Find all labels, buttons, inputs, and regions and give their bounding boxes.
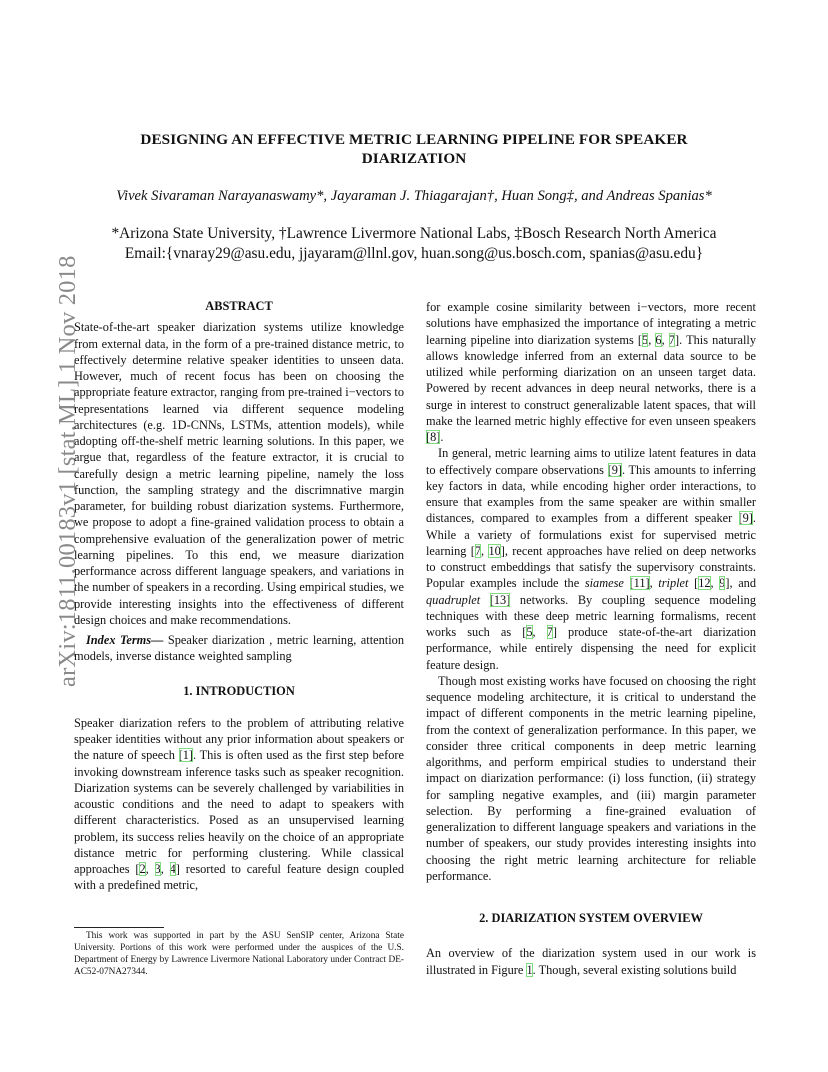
right-text: for example cosine similarity between i−vectors, more recent solutions have emphasized the importance of integrating a metric learning pipeline into diarization systems (426, 300, 756, 347)
title-line-2: DIARIZATION (361, 150, 467, 167)
citation-link[interactable]: 5 (526, 625, 533, 639)
intro-text-a: Speaker diarization refers to the problem of attributing relative speaker identities without any prior information about speakers or the nature of speech (74, 715, 404, 763)
left-column (74, 298, 404, 894)
emails: Email:{vnaray29@asu.edu, jjayaram@llnl.gov, huan.song@us.bosch.com, spanias@asu.edu} (124, 245, 704, 262)
authors: Vivek Sivaraman Narayanaswamy*, Jayaraman J. Thiagarajan†, Huan Song‡, and Andreas Spanias* (116, 188, 712, 204)
abstract-text: State-of-the-art speaker diarization systems utilize knowledge from external data, in the form of a pre-trained distance metric, to effectively determine relative speaker identities to unseen data. However, much of recent focus has been on choosing the appropriate feature extractor, ranging from pre-trained i−vectors to representations learned via different sequence modeling architectures (e.g. 1D-CNNs, LSTMs, attention models), while adopting off-the-shelf metric learning solutions. In this paper, we argue that, regardless of the feature extractor, it is crucial to carefully design a metric learning pipeline, namely the loss function, the sampling strategy and the discrimnative margin parameter, for building robust diarization systems. Furthermore, we propose to adopt a fine-grained validation process to obtain a comprehensive evaluation of the generalization power of metric learning pipelines. To this end, we measure diarization performance across different language speakers, and variations in the number of speakers in a recording. Using empirical studies, we provide interesting insights into the effectiveness of different design choices and make recommendations. (74, 320, 404, 627)
term-siamese: siamese (584, 576, 624, 591)
right-text: , recent approaches have relied on deep networks to construct embeddings that satisfy the supervisory constraints. Popular examples include the (426, 543, 757, 591)
arxiv-stamp-text: arXiv:1811.00183v1 [stat.ML] 1 Nov 2018 (54, 255, 81, 687)
affiliations-block (60, 224, 768, 264)
citation-link[interactable]: [8] (426, 430, 441, 444)
intro-heading: 1. INTRODUCTION (183, 683, 295, 698)
paper-title (90, 130, 738, 168)
right-paragraph-1: for example cosine similarity between i−vectors, more recent solutions have emphasized the importance of integrating a metric learning pipeline into diarization systems [5, 6, 7]. This naturally allows knowledge inferred from an external data source to be utilized while performing diarization on an unseen target data. Powered by recent advances in deep neural networks, there is a surge in interest to construct generalizable latent spaces, that will make the learned metric highly effective for even unseen speakers [8]. (426, 300, 757, 444)
title-line-1: DESIGNING AN EFFECTIVE METRIC LEARNING PIPELINE FOR SPEAKER (140, 131, 688, 148)
citation-link[interactable]: 4 (169, 862, 176, 876)
footnote-rule (74, 927, 164, 928)
right-text: networks. By coupling sequence modeling techniques with these deep metric learning formalisms, recent works such as (426, 592, 756, 639)
footnote: This work was supported in part by the ASU SenSIP center, Arizona State University. Portions of this work were performed under the auspices of the U.S. Department of Energy by Lawrence Livermore National Laboratory under Contract DE- AC52-07NA27344. (74, 931, 404, 977)
right-paragraph-3: Though most existing works have focused on choosing the right sequence modeling architecture, it is critical to understand the impact of different components in the metric learning pipeline, from the context of generalization performance. In this paper, we consider three critical components in deep metric learning algorithms, and perform empirical studies to understand their impact on diarization performance: (i) loss function, (ii) strategy for sampling negative examples, and (iii) margin parameter selection. By performing a fine-grained evaluation of generalization to different language speakers and variations in the number of speakers, our study provides interesting insights into choosing the right metric learning architecture for reliable performance. (426, 673, 756, 883)
section-2-heading: 2. DIARIZATION SYSTEM OVERVIEW (479, 911, 703, 925)
right-paragraph-4 (426, 945, 756, 978)
citation-link[interactable]: [11] (629, 576, 650, 591)
right-text: In general, metric learning aims to utilize latent features in data to effectively compare observations (426, 446, 756, 477)
right-text: . Though, several existing solutions build (532, 962, 737, 977)
term-quadruplet: quadruplet (426, 592, 481, 607)
right-text: produce state-of-the-art diarization performance, while entirely dispensing the need for explicit feature design. (426, 625, 756, 672)
citation-link[interactable]: 7 (474, 543, 482, 558)
citation-link[interactable]: 6 (655, 332, 662, 347)
citation-link[interactable]: [1] (178, 748, 193, 763)
intro-text-c: resorted to careful feature design coupled with a predefined metric, (74, 862, 404, 893)
citation-link[interactable]: 2 (139, 862, 146, 876)
citation-link[interactable]: 12 (698, 576, 711, 591)
term-triplet: triplet (658, 576, 689, 591)
citation-link[interactable]: [13] (489, 592, 511, 607)
right-text: . This naturally allows knowledge inferred from an external data source to be utilized while performing diarization on an unseen target data. Powered by recent advances in deep neural networks, there is a surge in interest to construct generalizable latent spaces, that will make the learned metric highly effective for even unseen speakers (426, 332, 757, 428)
citation-link[interactable]: 7 (668, 332, 675, 347)
index-terms-label: Index Terms— (86, 633, 164, 647)
abstract-heading: ABSTRACT (205, 299, 273, 313)
citation-link[interactable]: 9 (719, 576, 726, 591)
citation-link[interactable]: 5 (642, 332, 649, 347)
intro-paragraph: Speaker diarization refers to the problem of attributing relative speaker identities without any prior information about speakers or the nature of speech [1]. This is often used as the first step before invoking downstream inference tasks such as speaker recognition. Diarization systems can be severely challenged by variabilities in acoustic conditions and the need to adapt to speakers with different characteristics. Posed as an unsupervised learning problem, its success relies heavily on the choice of an appropriate distance metric for performing clustering. While classical approaches [2, 3, 4] resorted to careful feature design coupled with a predefined metric, (74, 715, 404, 893)
arxiv-stamp (24, 255, 81, 687)
citation-link[interactable]: 3 (154, 862, 161, 876)
affiliations: *Arizona State University, †Lawrence Livermore National Labs, ‡Bosch Research North America (111, 225, 717, 242)
index-terms (74, 632, 404, 665)
right-text: . This amounts to inferring key factors in data, while encoding higher order interactions, to ensure that examples from the same speaker are within smaller distances, compared to examples from a different speaker (426, 462, 756, 526)
citation-link[interactable]: [9] (738, 511, 753, 526)
index-terms-text: Speaker diarization , metric learning, attention models, inverse distance weighted sampling (74, 633, 404, 664)
right-text: . (440, 430, 444, 444)
citation-link[interactable]: 7 (546, 625, 553, 639)
right-paragraph-2: In general, metric learning aims to utilize latent features in data to effectively compare observations [9]. This amounts to inferring key factors in data, while encoding higher order interactions, to ensure that examples from the same speaker are within smaller distances, compared to examples from a different speaker [9]. While a variety of formulations exist for supervised metric learning [7, 10], recent approaches have relied on deep networks to construct embeddings that satisfy the supervisory constraints. Popular examples include the siamese [11], triplet [12, 9], and quadruplet [13] networks. By coupling sequence modeling techniques with these deep metric learning formalisms, recent works such as [5, 7] produce state-of-the-art diarization performance, while entirely dispensing the need for explicit feature design. (426, 446, 757, 672)
figure-link[interactable]: 1 (526, 962, 533, 977)
right-column (426, 299, 756, 978)
right-text: . While a variety of formulations exist for supervised metric learning (426, 511, 756, 558)
intro-text-b: . This is often used as the first step before invoking downstream inference tasks such as speaker recognition. Diarization systems can be severely challenged by variabilities in acoustic conditions and the need to adapt to speakers with different characteristics. Posed as an unsupervised learning problem, its success relies heavily on the choice of an appropriate distance metric for performing clustering. While classical approaches (74, 748, 404, 876)
right-text: An overview of the diarization system used in our work is illustrated in Figure (426, 946, 756, 977)
citation-link[interactable]: 10 (488, 543, 501, 558)
citation-link[interactable]: [9] (607, 462, 622, 477)
